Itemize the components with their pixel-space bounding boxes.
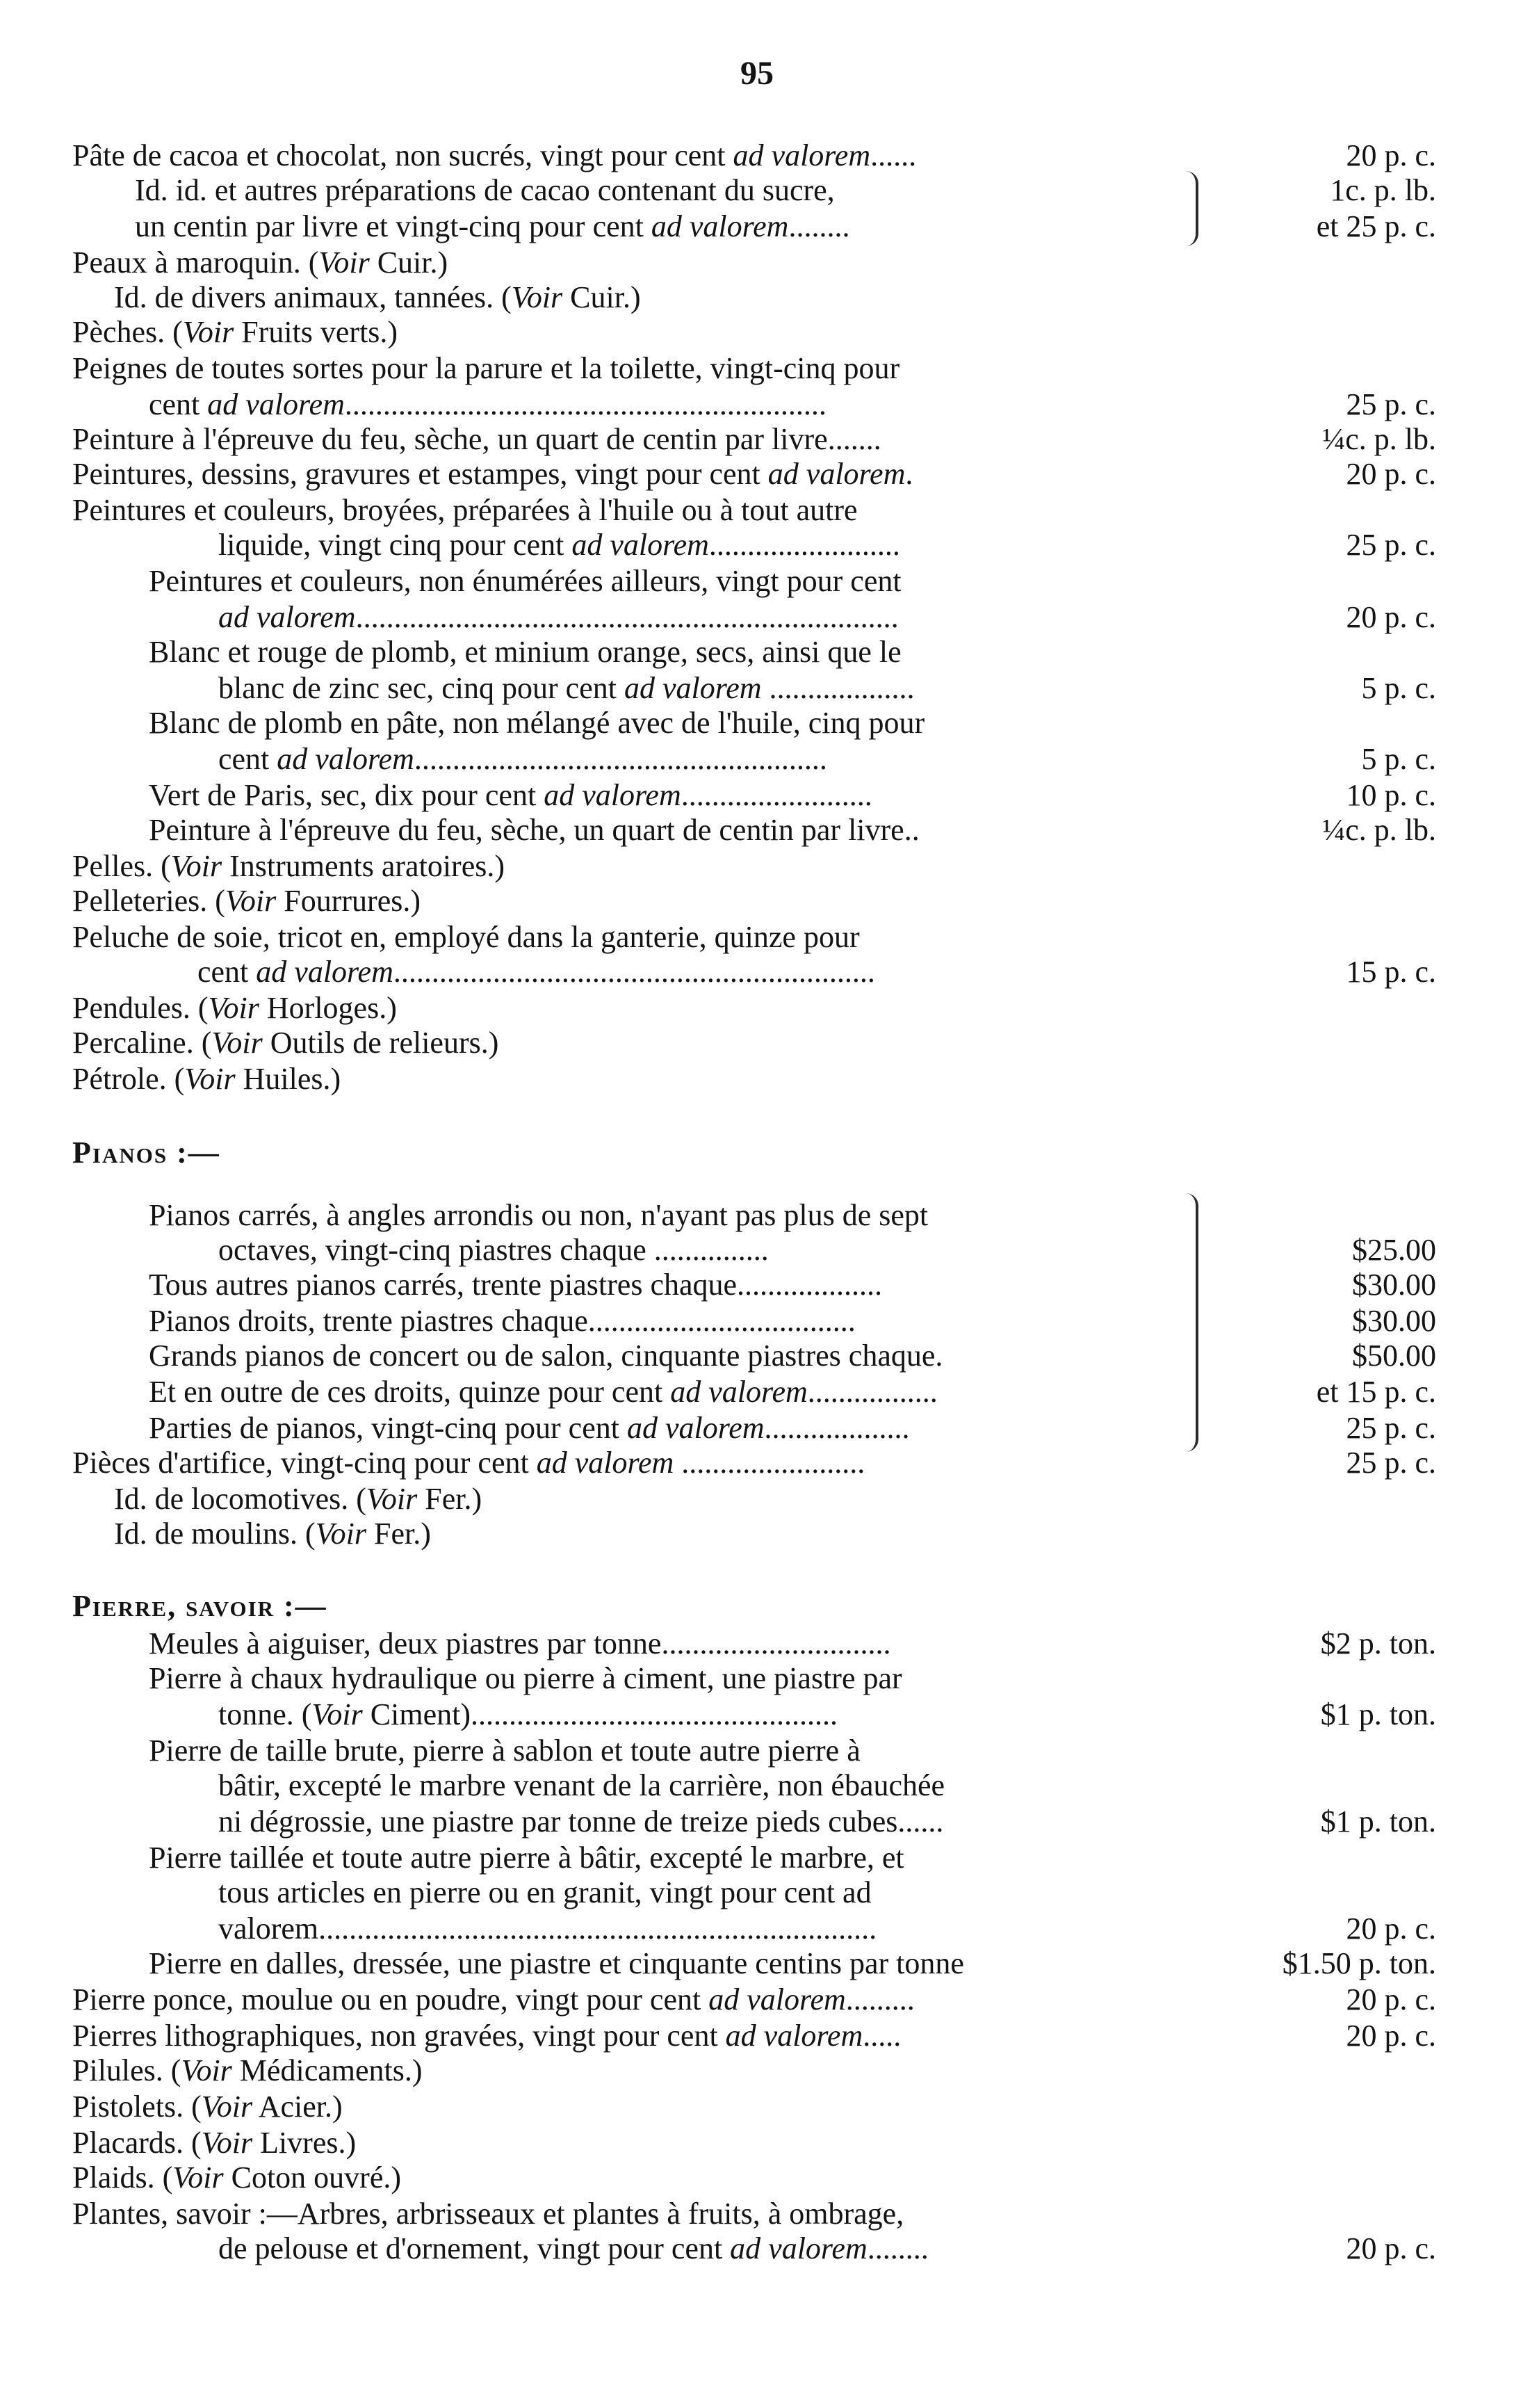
tariff-duty: $1.50 p. ton. [1282, 1946, 1436, 1980]
tariff-duty: $25.00 [1352, 1233, 1436, 1267]
tariff-item-text: Et en outre de ces droits, quinze pour cent ad valorem................. [149, 1375, 938, 1409]
tariff-row [0, 847, 1514, 886]
tariff-row [0, 2087, 1514, 2126]
tariff-duty: $30.00 [1352, 1268, 1436, 1302]
tariff-item-text: Peluche de soie, tricot en, employé dans la ganterie, quinze pour [72, 920, 860, 954]
tariff-item-text: ad valorem....................................................................... [218, 600, 899, 634]
tariff-row [0, 2051, 1514, 2090]
tariff-item-text: ni dégrossie, une piastre par tonne de treize pieds cubes...... [218, 1804, 944, 1839]
tariff-item-text: Pendules. (Voir Horloges.) [72, 991, 397, 1025]
tariff-row [0, 349, 1514, 388]
tariff-duty: $30.00 [1352, 1304, 1436, 1338]
tariff-row [0, 313, 1514, 352]
tariff-item-text: valorem......................................................................... [218, 1912, 877, 1946]
tariff-row [0, 1624, 1514, 1663]
tariff-row [0, 1336, 1514, 1375]
tariff-item-text: Tous autres pianos carrés, trente piastres chaque................... [149, 1268, 883, 1302]
tariff-row [0, 811, 1514, 850]
tariff-row [0, 740, 1514, 779]
tariff-row [0, 2229, 1514, 2268]
tariff-row [0, 1587, 1514, 1626]
tariff-item-text: Peintures, dessins, gravures et estampes, vingt pour cent ad valorem. [72, 457, 913, 491]
tariff-item-text: bâtir, excepté le marbre venant de la carrière, non ébauchée [218, 1768, 945, 1802]
tariff-item-text: blanc de zinc sec, cinq pour cent ad valorem ................... [218, 671, 915, 705]
tariff-row [0, 1873, 1514, 1912]
tariff-item-text: Blanc et rouge de plomb, et minium orange, secs, ainsi que le [149, 635, 902, 669]
tariff-item-text: un centin par livre et vingt-cinq pour cent ad valorem........ [135, 209, 850, 243]
tariff-row [0, 385, 1514, 424]
tariff-item-text: Grands pianos de concert ou de salon, cinquante piastres chaque. [149, 1339, 943, 1373]
tariff-duty: 25 p. c. [1346, 1411, 1436, 1445]
tariff-row [0, 491, 1514, 530]
tariff-row [0, 633, 1514, 672]
tariff-row [0, 2158, 1514, 2197]
tariff-item-text: Pierre taillée et toute autre pierre à bâtir, excepté le marbre, et [149, 1841, 904, 1875]
tariff-row [0, 1480, 1514, 1519]
tariff-item-text: Peinture à l'épreuve du feu, sèche, un quart de centin par livre.. [149, 813, 920, 847]
tariff-row [0, 1944, 1514, 1983]
tariff-duty: $1 p. ton. [1320, 1697, 1436, 1731]
tariff-item-text: tous articles en pierre ou en granit, vingt pour cent ad [218, 1875, 872, 1909]
tariff-item-text: Pilules. (Voir Médicaments.) [72, 2053, 423, 2087]
tariff-row [0, 2195, 1514, 2233]
tariff-item-text: octaves, vingt-cinq piastres chaque ............... [218, 1233, 769, 1267]
tariff-item-text: liquide, vingt cinq pour cent ad valorem......................... [218, 528, 900, 562]
tariff-row [0, 1060, 1514, 1099]
tariff-item-text: Peignes de toutes sortes pour la parure et la toilette, vingt-cinq pour [72, 351, 900, 385]
tariff-item-text: Pistolets. (Voir Acier.) [72, 2090, 343, 2124]
tariff-item-text: Peintures et couleurs, non énumérées ailleurs, vingt pour cent [149, 564, 902, 598]
tariff-item-text: cent ad valorem...................................................... [218, 742, 827, 776]
tariff-duty: 25 p. c. [1346, 1446, 1436, 1480]
tariff-row [0, 420, 1514, 459]
tariff-row [0, 1231, 1514, 1270]
tariff-duty: 1c. p. lb. [1330, 173, 1436, 207]
tariff-duty: 20 p. c. [1346, 1982, 1436, 2017]
brace [1180, 1193, 1198, 1452]
tariff-row [0, 598, 1514, 637]
tariff-row [0, 455, 1514, 494]
tariff-duty: 20 p. c. [1346, 2231, 1436, 2265]
tariff-row [0, 2124, 1514, 2163]
tariff-item-text: Pierre de taille brute, pierre à sablon et toute autre pierre à [149, 1734, 861, 1768]
tariff-row [0, 953, 1514, 992]
tariff-item-text: Placards. (Voir Livres.) [72, 2126, 357, 2160]
tariff-row [0, 207, 1514, 246]
tariff-item-text: Id. de divers animaux, tannées. (Voir Cuir.) [114, 280, 641, 314]
tariff-row [0, 526, 1514, 565]
tariff-item-text: Pierre ponce, moulue ou en poudre, vingt pour cent ad valorem......... [72, 1982, 915, 2017]
tariff-item-text: Pierre à chaux hydraulique ou pierre à ciment, une piastre par [149, 1661, 902, 1695]
tariff-row [0, 989, 1514, 1028]
tariff-row [0, 1766, 1514, 1805]
tariff-item-text: Blanc de plomb en pâte, non mélangé avec de l'huile, cinq pour [149, 706, 925, 740]
tariff-item-text: Pelles. (Voir Instruments aratoires.) [72, 849, 505, 883]
tariff-row [0, 243, 1514, 282]
tariff-item-text: Id. id. et autres préparations de cacao contenant du sucre, [135, 173, 835, 207]
tariff-duty: 15 p. c. [1346, 955, 1436, 989]
tariff-duty: 20 p. c. [1346, 1912, 1436, 1946]
tariff-item-text: Pianos droits, trente piastres chaque................................... [149, 1304, 856, 1338]
tariff-item-text: Plaids. (Voir Coton ouvré.) [72, 2160, 401, 2195]
tariff-row [0, 1133, 1514, 1172]
tariff-duty: 20 p. c. [1346, 600, 1436, 634]
tariff-row [0, 1266, 1514, 1304]
tariff-duty: $1 p. ton. [1320, 1804, 1436, 1839]
tariff-item-text: Pianos :— [72, 1136, 220, 1170]
tariff-row [0, 1695, 1514, 1734]
tariff-row [0, 1839, 1514, 1877]
tariff-item-text: Pierre, savoir :— [72, 1589, 327, 1623]
tariff-row [0, 2017, 1514, 2055]
tariff-item-text: Id. de moulins. (Voir Fer.) [114, 1517, 431, 1551]
tariff-row [0, 1409, 1514, 1448]
tariff-row [0, 1373, 1514, 1412]
tariff-duty: 20 p. c. [1346, 138, 1436, 172]
tariff-item-text: Percaline. (Voir Outils de relieurs.) [72, 1026, 499, 1060]
tariff-item-text: Pierres lithographiques, non gravées, vingt pour cent ad valorem..... [72, 2019, 902, 2053]
tariff-duty: 25 p. c. [1346, 528, 1436, 562]
tariff-row [0, 1444, 1514, 1482]
tariff-duty: et 25 p. c. [1316, 209, 1436, 243]
tariff-row [0, 1731, 1514, 1770]
tariff-item-text: Peintures et couleurs, broyées, préparées à l'huile ou à tout autre [72, 493, 858, 527]
tariff-duty: et 15 p. c. [1316, 1375, 1436, 1409]
tariff-duty: 20 p. c. [1346, 2019, 1436, 2053]
tariff-item-text: Plantes, savoir :—Arbres, arbrisseaux et plantes à fruits, à ombrage, [72, 2197, 904, 2231]
tariff-row [0, 171, 1514, 210]
brace [1180, 171, 1198, 246]
tariff-item-text: Vert de Paris, sec, dix pour cent ad valorem......................... [149, 778, 872, 812]
tariff-row [0, 1024, 1514, 1062]
tariff-item-text: cent ad valorem............................................................... [149, 387, 827, 421]
tariff-row [0, 562, 1514, 601]
tariff-item-text: Parties de pianos, vingt-cinq pour cent ad valorem................... [149, 1411, 910, 1445]
tariff-row [0, 1659, 1514, 1698]
tariff-row [0, 918, 1514, 957]
tariff-row [0, 882, 1514, 921]
tariff-duty: ¼c. p. lb. [1322, 813, 1436, 847]
tariff-item-text: Pâte de cacoa et chocolat, non sucrés, vingt pour cent ad valorem...... [72, 138, 917, 172]
tariff-item-text: Pianos carrés, à angles arrondis ou non, n'ayant pas plus de sept [149, 1198, 929, 1232]
tariff-duty: $50.00 [1352, 1339, 1436, 1373]
tariff-item-text: Pierre en dalles, dressée, une piastre et cinquante centins par tonne [149, 1946, 964, 1980]
tariff-duty: 10 p. c. [1346, 778, 1436, 812]
tariff-item-text: Pièces d'artifice, vingt-cinq pour cent ad valorem ........................ [72, 1446, 865, 1480]
tariff-duty: $2 p. ton. [1320, 1626, 1436, 1660]
page-number: 95 [740, 55, 774, 92]
tariff-item-text: Pèches. (Voir Fruits verts.) [72, 315, 398, 349]
tariff-item-text: Id. de locomotives. (Voir Fer.) [114, 1482, 482, 1516]
tariff-row [0, 1514, 1514, 1553]
tariff-item-text: Meules à aiguiser, deux piastres par tonne.............................. [149, 1626, 891, 1660]
tariff-item-text: Peinture à l'épreuve du feu, sèche, un quart de centin par livre....... [72, 422, 881, 456]
tariff-duty: 5 p. c. [1361, 742, 1436, 776]
tariff-duty: 5 p. c. [1361, 671, 1436, 705]
tariff-item-text: cent ad valorem............................................................... [197, 955, 875, 989]
tariff-duty: 25 p. c. [1346, 387, 1436, 421]
tariff-item-text: Peaux à maroquin. (Voir Cuir.) [72, 245, 448, 280]
tariff-row [0, 1196, 1514, 1235]
tariff-row [0, 1302, 1514, 1341]
tariff-row [0, 1909, 1514, 1948]
tariff-row [0, 136, 1514, 175]
tariff-row [0, 1802, 1514, 1841]
tariff-duty: ¼c. p. lb. [1322, 422, 1436, 456]
tariff-item-text: tonne. (Voir Ciment)................................................ [218, 1697, 838, 1731]
tariff-row [0, 704, 1514, 743]
tariff-row [0, 776, 1514, 815]
tariff-row [0, 669, 1514, 708]
tariff-item-text: Pétrole. (Voir Huiles.) [72, 1062, 341, 1096]
tariff-item-text: de pelouse et d'ornement, vingt pour cent ad valorem........ [218, 2231, 929, 2265]
tariff-duty: 20 p. c. [1346, 457, 1436, 491]
tariff-item-text: Pelleteries. (Voir Fourrures.) [72, 884, 421, 918]
tariff-row [0, 1980, 1514, 2019]
tariff-row [0, 278, 1514, 317]
